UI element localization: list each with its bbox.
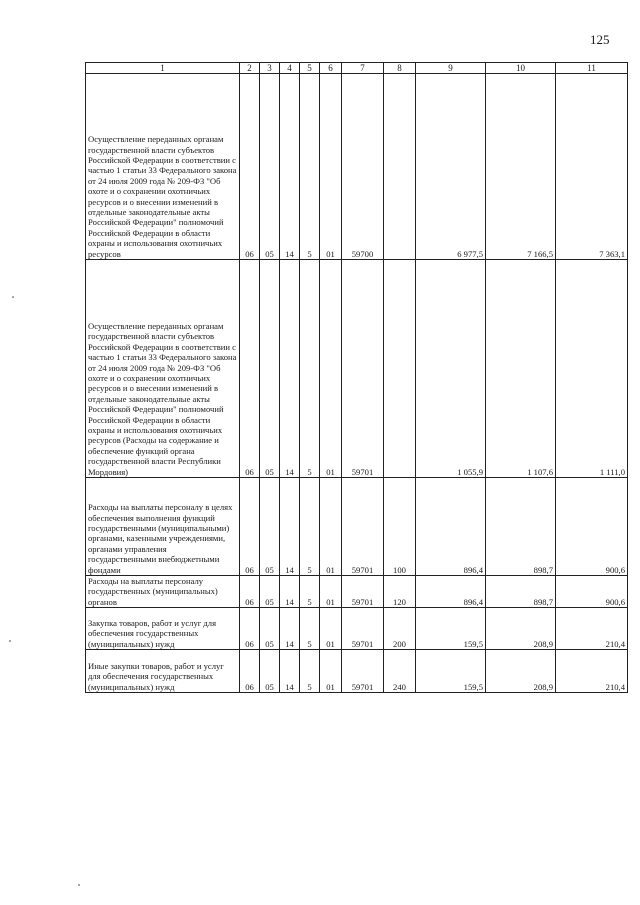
column-header: 5 bbox=[300, 63, 320, 74]
table-row bbox=[86, 260, 628, 478]
cell-col-11: 900,6 bbox=[556, 576, 628, 608]
cell-col-7: 59700 bbox=[342, 74, 384, 260]
cell-col-4: 14 bbox=[280, 650, 300, 693]
cell-col-3: 05 bbox=[260, 608, 280, 650]
cell-col-8: 120 bbox=[384, 576, 416, 608]
cell-col-2: 06 bbox=[240, 260, 260, 478]
cell-col-11: 1 111,0 bbox=[556, 260, 628, 478]
cell-col-6: 01 bbox=[320, 260, 342, 478]
cell-col-9: 6 977,5 bbox=[416, 74, 486, 260]
cell-col-7: 59701 bbox=[342, 608, 384, 650]
cell-col-11: 210,4 bbox=[556, 650, 628, 693]
cell-col-7: 59701 bbox=[342, 260, 384, 478]
cell-col-2: 06 bbox=[240, 608, 260, 650]
column-header: 3 bbox=[260, 63, 280, 74]
column-header: 4 bbox=[280, 63, 300, 74]
cell-col-8: 200 bbox=[384, 608, 416, 650]
cell-col-11: 7 363,1 bbox=[556, 74, 628, 260]
cell-col-7: 59701 bbox=[342, 576, 384, 608]
cell-col-3: 05 bbox=[260, 260, 280, 478]
row-description bbox=[86, 260, 240, 478]
cell-col-3: 05 bbox=[260, 478, 280, 576]
cell-col-4: 14 bbox=[280, 74, 300, 260]
row-description bbox=[86, 576, 240, 608]
cell-col-10: 208,9 bbox=[486, 650, 556, 693]
cell-col-6: 01 bbox=[320, 576, 342, 608]
row-description bbox=[86, 650, 240, 693]
cell-col-11: 900,6 bbox=[556, 478, 628, 576]
cell-col-8: 100 bbox=[384, 478, 416, 576]
table-row bbox=[86, 478, 628, 576]
table-row bbox=[86, 608, 628, 650]
column-header: 2 bbox=[240, 63, 260, 74]
row-description bbox=[86, 74, 240, 260]
cell-col-5: 5 bbox=[300, 260, 320, 478]
row-description-text: Расходы на выплаты персоналу в целях обеспечения выполнения функций государственными (муниципальными) органами, казенными учреждениями, органами управления государственными внебюджетными фондами bbox=[88, 502, 233, 575]
cell-col-2: 06 bbox=[240, 478, 260, 576]
cell-col-6: 01 bbox=[320, 478, 342, 576]
table-row bbox=[86, 576, 628, 608]
cell-col-5: 5 bbox=[300, 478, 320, 576]
cell-col-7: 59701 bbox=[342, 650, 384, 693]
cell-col-8: 240 bbox=[384, 650, 416, 693]
row-description-text: Осуществление переданных органам государственной власти субъектов Российской Федерации в соответствии с частью 1 статьи 33 Федерального закона от 24 июля 2009 года № 209-ФЗ "Об охоте и о сохранении охотничьих ресурсов и о внесении изменений в отдельные законодательные акты Российской Федерации" полномочий Российской Федерации в области охраны и использования охотничьих ресурсов (Расходы на содержание и обеспечение функций органа государственной власти Республики Мордовия) bbox=[88, 320, 237, 477]
page-number: 125 bbox=[590, 32, 610, 47]
cell-col-6: 01 bbox=[320, 650, 342, 693]
column-header: 6 bbox=[320, 63, 342, 74]
column-header: 10 bbox=[486, 63, 556, 74]
cell-col-4: 14 bbox=[280, 608, 300, 650]
table-header-row bbox=[86, 63, 628, 74]
scan-speck bbox=[78, 884, 80, 886]
cell-col-10: 208,9 bbox=[486, 608, 556, 650]
cell-col-10: 1 107,6 bbox=[486, 260, 556, 478]
cell-col-6: 01 bbox=[320, 608, 342, 650]
cell-col-8 bbox=[384, 74, 416, 260]
cell-col-7: 59701 bbox=[342, 478, 384, 576]
cell-col-8 bbox=[384, 260, 416, 478]
budget-table bbox=[85, 62, 628, 693]
table-row bbox=[86, 650, 628, 693]
cell-col-2: 06 bbox=[240, 74, 260, 260]
cell-col-10: 898,7 bbox=[486, 478, 556, 576]
cell-col-5: 5 bbox=[300, 576, 320, 608]
cell-col-9: 896,4 bbox=[416, 576, 486, 608]
row-description-text: Осуществление переданных органам государственной власти субъектов Российской Федерации в соответствии с частью 1 статьи 33 Федерального закона от 24 июля 2009 года № 209-ФЗ "Об охоте и о сохранении охотничьих ресурсов и о внесении изменений в отдельные законодательные акты Российской Федерации" полномочий Российской Федерации в области охраны и использования охотничьих ресурсов bbox=[88, 134, 237, 259]
cell-col-9: 159,5 bbox=[416, 650, 486, 693]
cell-col-3: 05 bbox=[260, 74, 280, 260]
column-header: 11 bbox=[556, 63, 628, 74]
row-description bbox=[86, 608, 240, 650]
cell-col-4: 14 bbox=[280, 576, 300, 608]
cell-col-4: 14 bbox=[280, 478, 300, 576]
column-header: 7 bbox=[342, 63, 384, 74]
cell-col-9: 159,5 bbox=[416, 608, 486, 650]
scan-speck bbox=[9, 640, 11, 642]
column-header: 1 bbox=[86, 63, 240, 74]
cell-col-9: 1 055,9 bbox=[416, 260, 486, 478]
cell-col-5: 5 bbox=[300, 608, 320, 650]
cell-col-6: 01 bbox=[320, 74, 342, 260]
column-header: 9 bbox=[416, 63, 486, 74]
cell-col-10: 898,7 bbox=[486, 576, 556, 608]
cell-col-2: 06 bbox=[240, 576, 260, 608]
row-description-text: Расходы на выплаты персоналу государственных (муниципальных) органов bbox=[88, 576, 218, 607]
row-description bbox=[86, 478, 240, 576]
row-description-text: Закупка товаров, работ и услуг для обеспечения государственных (муниципальных) нужд bbox=[88, 618, 217, 649]
table-row bbox=[86, 74, 628, 260]
cell-col-11: 210,4 bbox=[556, 608, 628, 650]
cell-col-9: 896,4 bbox=[416, 478, 486, 576]
column-header: 8 bbox=[384, 63, 416, 74]
scan-speck bbox=[12, 296, 14, 298]
row-description-text: Иные закупки товаров, работ и услуг для обеспечения государственных (муниципальных) нужд bbox=[88, 661, 224, 692]
cell-col-10: 7 166,5 bbox=[486, 74, 556, 260]
cell-col-4: 14 bbox=[280, 260, 300, 478]
cell-col-3: 05 bbox=[260, 576, 280, 608]
cell-col-3: 05 bbox=[260, 650, 280, 693]
cell-col-5: 5 bbox=[300, 650, 320, 693]
cell-col-5: 5 bbox=[300, 74, 320, 260]
cell-col-2: 06 bbox=[240, 650, 260, 693]
